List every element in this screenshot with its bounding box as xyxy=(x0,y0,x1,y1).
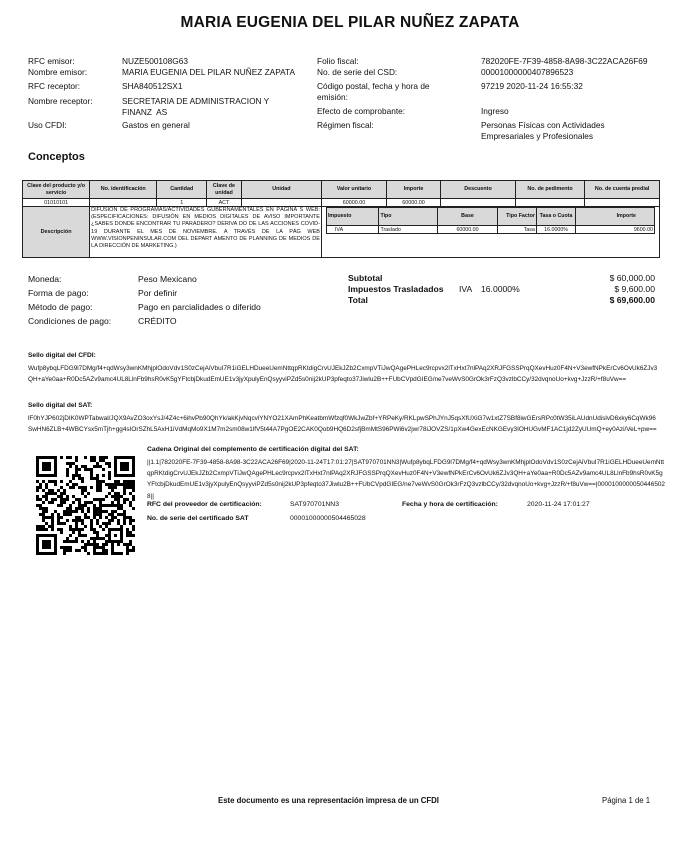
sello-cfdi-text: Wufp8ybqLFDG9l7DMg/f4+qdWsy3wnKMhjplOdoVdv1S0zCejAiVbuI7R1iGELHDueeUemNttqpRKtdigCrvUJEkJZb2CxmpVTiJwQAgePHLec9rcpvx2lTxHxt7nlPAq2XRJFGSSPrqQXevHuz0F4N+V3ewfNPkErCv6OvUk6ZJv3QH+aYe0aa+R0Dc5AZv9amc4UL8LlnFb9hsR0vK5gYFtcbjDkudEmUE1v3jyXpulyEnQsyyviPZd5s0nij2kUP3pfeqto37Jiwlu2B++FUbCVpdGIEG/ne7veWvS0GrOk3rFzQ3vzlbCCy/32dvqnoUo+kvg+JzzR/+f8uVw== xyxy=(28,365,658,384)
forma-pago-value: Por definir xyxy=(138,288,178,298)
condiciones-pago-value: CRÉDITO xyxy=(138,316,177,326)
folio-fiscal-label: Folio fiscal: xyxy=(317,56,359,66)
impuestos-tipo: IVA xyxy=(459,284,473,294)
page-title: MARIA EUGENIA DEL PILAR NUÑEZ ZAPATA xyxy=(180,14,520,31)
table-cell xyxy=(241,199,321,207)
tax-header-cell: Tipo Factor xyxy=(497,208,536,226)
condiciones-pago-label: Condiciones de pago: xyxy=(28,316,112,326)
cadena-original-text: ||1.1|782020FE-7F39-4858-8A98-3C22ACA26F69|2020-11-24T17:01:27|SAT970701NN3|Wufp8ybqLFDG9l7DMg/f4+qdWsy3wnKMhjplOdoVdv1S0zCejAiVbuI7R1iGELHDueeUemNttqpRKtdigCrvUJEkJZb2CxmpVTiJwQAgePHLec9rcpvx2lTxHxt7nlPAq2XRJFGSSPrqQXevHuz0F4N+V3ewfNPkErCv6OvUk6ZJv3QH+aYe0aa+R0Dc5AZv9amc4UL8LlnFb9hsR0vK5gYFtcbjDkudEmUE1v3jyXpulyEnQsyyviPZd5s0nij2kUP3pfeqto37Jiwlu2B++FUbCVpdGIEG/ne7veWvS0GrOk3rFzQ3vzlbCCy/32dvqnoUo+kvg+JzzR/+f8uVw==|00001000000504465028|| xyxy=(147,459,665,500)
page-number: Página 1 de 1 xyxy=(602,796,651,805)
total-value: $ 69,600.00 xyxy=(609,295,655,305)
codigo-postal-value: 97219 2020-11-24 16:55:32 xyxy=(481,81,583,91)
table-cell xyxy=(90,199,157,207)
rfc-receptor-value: SHA840512SX1 xyxy=(122,81,183,91)
description-label: Descripción xyxy=(23,207,90,258)
subtotal-label: Subtotal xyxy=(348,273,383,283)
regimen-fiscal-value-line2: Empresariales y Profesionales xyxy=(481,131,594,141)
description-row xyxy=(23,207,660,258)
fecha-certificacion-value: 2020-11-24 17:01:27 xyxy=(527,501,590,508)
tax-header-cell: Base xyxy=(438,208,497,226)
table-header-cell: No. de cuenta predial xyxy=(585,181,660,199)
serie-csd-value: 00001000000407896523 xyxy=(481,67,574,77)
conceptos-table xyxy=(22,180,660,258)
tax-cell-value: 60000.00 xyxy=(438,226,497,234)
table-header-cell: Valor unitario xyxy=(321,181,386,199)
tax-cell-value: 16.0000% xyxy=(536,226,575,234)
serie-csd-label: No. de serie del CSD: xyxy=(317,67,398,77)
metodo-pago-label: Método de pago: xyxy=(28,302,93,312)
moneda-value: Peso Mexicano xyxy=(138,274,197,284)
tax-row xyxy=(326,226,654,234)
table-header-cell: Descuento xyxy=(441,181,516,199)
cadena-original-label: Cadena Original del complemento de certificación digital del SAT: xyxy=(147,446,359,453)
sello-sat-text: lF0hYJP602jDIK0WPTabwal/JQX9AvZO3oxYsJ/4Z4c+6ihvPb90QhYk/akKjvNqcvlYNYO21XAmPhKeatbmWfzqf0WkJwZbf+YRPeKy/RKLpwSPhJYnJ5qsXfUXiG7w1xtZ7SBf8iwGErsRPc0tW35iLAUdnUdislvD6xky6CqWk96SwHN6ZLB+4WBCYsx5mTjh+gg4sIOrSZhL5AxH1iVdMqMo9X1M7m2sm08w1lfV5t44A7PgOE2CAK0Qob9HQ6D2sfjBmMtS96PWi6v2jwr78iJOVZS/1pXw4GexEcNKGEvy3IOHUGvMF1AC1jd2ZyUUmQ+ey0Azi/VeL+pw== xyxy=(28,415,657,434)
nombre-receptor-value-line1: SECRETARIA DE ADMINISTRACION Y xyxy=(122,96,270,106)
table-cell: 1 xyxy=(157,199,207,207)
tax-header-cell: Tipo xyxy=(379,208,438,226)
codigo-postal-label-line1: Código postal, fecha y hora de xyxy=(317,81,430,91)
table-cell: 60000.00 xyxy=(386,199,440,207)
tax-cell-value: 9600.00 xyxy=(576,226,655,234)
rfc-emisor-label: RFC emisor: xyxy=(28,56,75,66)
conceptos-heading: Conceptos xyxy=(28,151,85,163)
uso-cfdi-value: Gastos en general xyxy=(122,120,190,130)
table-header-cell: Clave de unidad xyxy=(207,181,242,199)
sello-cfdi-label: Sello digital del CFDI: xyxy=(28,352,96,359)
tax-header-row xyxy=(326,208,654,226)
rfc-receptor-label: RFC receptor: xyxy=(28,81,81,91)
table-header-row xyxy=(23,181,660,199)
rfc-proveedor-label: RFC del proveedor de certificación: xyxy=(147,501,262,508)
table-row xyxy=(23,199,660,207)
nombre-receptor-value-line2: FINANZ AS xyxy=(122,107,168,117)
impuestos-tasa: 16.0000% xyxy=(481,284,520,294)
efecto-comprobante-label: Efecto de comprobante: xyxy=(317,106,406,116)
table-header-cell: Cantidad xyxy=(157,181,207,199)
tax-header-cell: Importe xyxy=(576,208,655,226)
tax-table xyxy=(326,207,655,234)
metodo-pago-value: Pago en parcialidades o diferido xyxy=(138,302,261,312)
forma-pago-label: Forma de pago: xyxy=(28,288,89,298)
tax-header-cell: Impuesto xyxy=(326,208,378,226)
impuestos-trasladados-label: Impuestos Trasladados xyxy=(348,284,444,294)
table-cell xyxy=(441,199,516,207)
uso-cfdi-label: Uso CFDI: xyxy=(28,120,67,130)
nombre-emisor-value: MARIA EUGENIA DEL PILAR NUÑEZ ZAPATA xyxy=(122,67,296,77)
description-text: DIFUSIÓN DE PROGRAMAS/ACTIVIDADES GUBERNAMENTALES EN PÁGINA S WEB: (ESPECIFICACIONES: DIFUSIÓN EN MEDIOS DIGITALES DE AVISO IMPORTANTE ¿SABES DONDE ENCONTRAR TU PARADERO? DERIVA DO DE LAS ACCIONES COVID-19 DURANTE EL MES DE NOVIEMBRE. A TRAVÉS DE LA PÁG WEB WWW.VISIONPENINSULAR.COM DEL DEPART AMENTO DE PLANNING DE MEDIOS DE LA DIRECCIÓN DE MARKETING.) xyxy=(90,207,322,258)
regimen-fiscal-label: Régimen fiscal: xyxy=(317,120,374,130)
regimen-fiscal-value-line1: Personas Físicas con Actividades xyxy=(481,120,605,130)
total-label: Total xyxy=(348,295,368,305)
fecha-certificacion-label: Fecha y hora de certificación: xyxy=(402,501,498,508)
table-header-cell: Clave del producto y/o servicio xyxy=(23,181,90,199)
subtotal-value: $ 60,000.00 xyxy=(609,273,655,283)
table-header-cell: Importe xyxy=(386,181,440,199)
table-cell xyxy=(585,199,660,207)
table-header-cell: Unidad xyxy=(241,181,321,199)
tax-cell xyxy=(321,207,659,258)
efecto-comprobante-value: Ingreso xyxy=(481,106,509,116)
serie-certificado-sat-label: No. de serie del certificado SAT xyxy=(147,515,249,522)
table-header-cell: No. identificación xyxy=(90,181,157,199)
serie-certificado-sat-value: 00001000000504465028 xyxy=(290,515,366,522)
tax-cell-value: Tasa xyxy=(497,226,536,234)
table-header-cell: No. de pedimento xyxy=(515,181,584,199)
table-cell: 01010101 xyxy=(23,199,90,207)
rfc-emisor-value: NUZE500108G63 xyxy=(122,56,188,66)
rfc-proveedor-value: SAT970701NN3 xyxy=(290,501,339,508)
codigo-postal-label-line2: emisión: xyxy=(317,92,348,102)
table-cell xyxy=(515,199,584,207)
qr-code-image xyxy=(36,456,135,555)
moneda-label: Moneda: xyxy=(28,274,62,284)
table-cell: 60000.00 xyxy=(321,199,386,207)
impuestos-value: $ 9,600.00 xyxy=(614,284,655,294)
tax-header-cell: Tasa o Cuota xyxy=(536,208,575,226)
tax-cell-value: IVA xyxy=(326,226,378,234)
tax-cell-value: Traslado xyxy=(379,226,438,234)
nombre-receptor-label: Nombre receptor: xyxy=(28,96,93,106)
footer-note: Este documento es una representación impresa de un CFDI xyxy=(218,796,439,805)
table-cell: ACT xyxy=(207,199,242,207)
folio-fiscal-value: 782020FE-7F39-4858-8A98-3C22ACA26F69 xyxy=(481,56,648,66)
nombre-emisor-label: Nombre emisor: xyxy=(28,67,88,77)
sello-sat-label: Sello digital del SAT: xyxy=(28,402,93,409)
